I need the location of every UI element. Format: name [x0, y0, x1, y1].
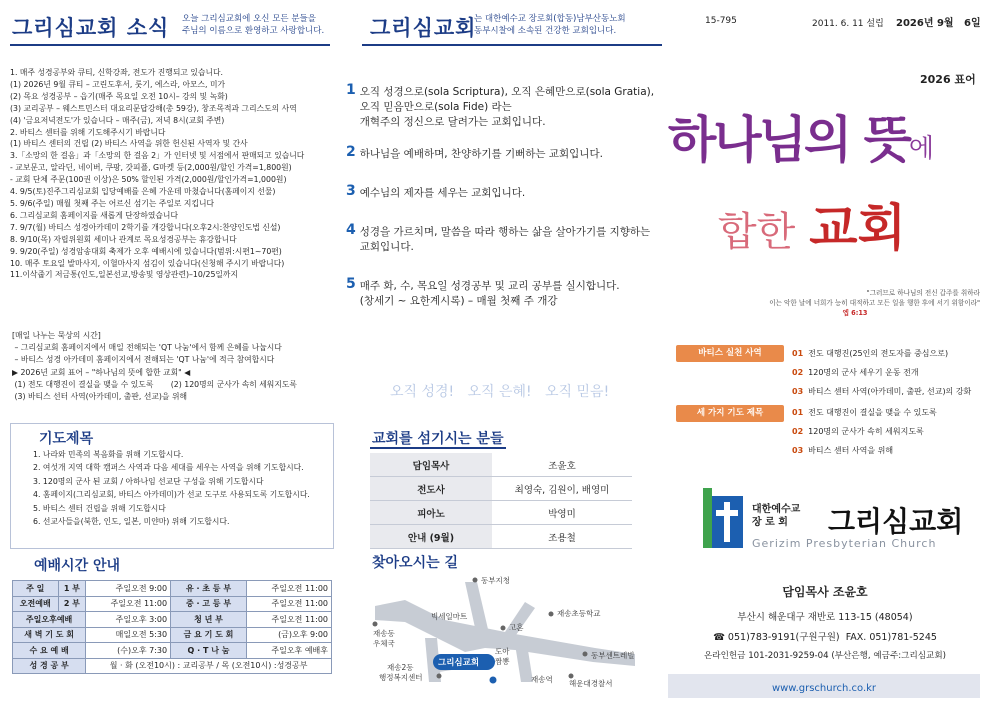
worship-service-time: 주일오후 3:00 — [86, 612, 171, 628]
prayer-list — [33, 448, 310, 528]
map-label-jaesong2: 재송2동 — [387, 663, 414, 672]
news-title: 그리심교회 소식 — [12, 16, 170, 40]
worship-row — [13, 581, 332, 597]
staff-role: 전도사 — [370, 477, 492, 501]
mission-item — [346, 223, 666, 255]
side-list-item — [792, 363, 971, 382]
worship-service-part: 1 부 — [58, 581, 86, 597]
mission-text — [360, 277, 620, 309]
mid-header-divider — [362, 44, 662, 46]
map-dot-police — [569, 674, 574, 679]
church-header-subtitle — [474, 13, 626, 37]
mission-item — [346, 277, 666, 309]
verse-ref: 엡 6:13 — [842, 309, 868, 317]
prayers-label: 세 가지 기도 제목 — [676, 405, 784, 422]
directions-map — [365, 572, 665, 707]
staff-names: 조용철 — [492, 525, 632, 549]
worship-service-part: 2 부 — [58, 596, 86, 612]
side-list-item — [792, 344, 971, 363]
worship-service-name: 주일오후예배 — [13, 612, 86, 628]
worship-dept-name: 유 · 초 등 부 — [171, 581, 247, 597]
phone: ☎ 051)783-9191(구원구원) — [713, 632, 840, 643]
news-item: 10. 매주 토요일 발마사지, 이혈마사지 섬김이 있습니다(신청해 주시기 바랍니다) — [10, 258, 285, 268]
logo-english: Gerizim Presbyterian Church — [752, 537, 937, 550]
motto-line2-a: 합한 — [718, 209, 796, 255]
prayer-item: 5. 바티스 센터 건립을 위해 기도합시다 — [33, 503, 166, 513]
news-item: 8. 9/10(목) 자립위원회 세미나 관계로 목요성경공부는 휴강합니다 — [10, 234, 237, 244]
worship-dept-time: 주일오후 예배후 — [246, 643, 331, 659]
side-item-text: 120명의 군사 세우기 운동 전개 — [808, 368, 919, 377]
worship-service-time: (수)오후 7:30 — [86, 643, 171, 659]
news-box-line: [매일 나누는 묵상의 시간] — [12, 331, 101, 340]
worship-dept-name: 청 년 부 — [171, 612, 247, 628]
news-box — [12, 330, 332, 403]
worship-service-time: 매일오전 5:30 — [86, 627, 171, 643]
verse — [670, 288, 980, 318]
worship-row-study — [13, 658, 332, 674]
three-prayers-list — [792, 403, 937, 460]
news-item: (1) 바티스 센터의 건립 (2) 바티스 사역을 위한 헌신된 사역자 및 간사 — [10, 139, 248, 149]
staff-row — [370, 477, 632, 501]
map-dot-dongbu-center — [583, 652, 588, 657]
mission-line: 예수님의 제자를 세우는 교회입니다. — [359, 187, 526, 199]
news-item: 5. 9/6(주일) 매월 첫째 주는 어르신 섬기는 주일로 지킵니다 — [10, 198, 215, 208]
side-item-text: 전도 대행진이 결실을 맺을 수 있도록 — [808, 408, 937, 417]
side-item-text: 120명의 군사가 속히 세워지도록 — [808, 427, 924, 436]
prayer-item: 2. 여섯개 지역 대학 캠퍼스 사역과 다음 세대를 세우는 사역을 위해 기도합시다. — [33, 463, 304, 473]
side-item-number: 03 — [792, 387, 804, 396]
pastor-name: 담임목사 조윤호 — [782, 585, 868, 599]
news-subtitle-line2: 주님의 이름으로 환영하고 사랑합니다. — [182, 26, 325, 36]
fax: FAX. 051)781-5245 — [845, 632, 937, 643]
map-dot-dongbu-jichung — [473, 578, 478, 583]
practice-label: 바티스 실천 사역 — [676, 345, 784, 362]
study-value: 월 · 화 (오전10시) : 교리공부 / 목 (오전10시) :성경공부 — [86, 658, 332, 674]
staff-table — [370, 453, 632, 549]
side-list-item — [792, 382, 971, 401]
map-dot-gohon — [501, 626, 506, 631]
map-dot-jaesong-elem — [549, 612, 554, 617]
motto-line1 — [668, 100, 934, 172]
side-item-number: 03 — [792, 446, 804, 455]
staff-title-underline — [370, 447, 506, 449]
prayer-item: 6. 선교사들을(북한, 인도, 일본, 미얀마) 위해 기도합시다. — [33, 517, 230, 527]
staff-names: 조윤호 — [492, 453, 632, 477]
worship-title: 예배시간 안내 — [34, 558, 121, 574]
news-item: - 교보문고, 알라딘, 네이버, 쿠팡, 갓피플, G마켓 등(2,000원/할인 가격=1,800원) — [10, 163, 292, 173]
map-label-dongbu-jichung: 동부지청 — [481, 576, 510, 585]
map-dot-post — [373, 622, 378, 627]
website-link[interactable]: www.grschurch.co.kr — [771, 683, 877, 694]
news-item: 2. 바티스 센터를 위해 기도해주시기 바랍니다 — [10, 127, 166, 137]
prayer-title: 기도제목 — [39, 431, 94, 447]
logo-denom1: 대한예수교 — [752, 504, 801, 515]
worship-row — [13, 643, 332, 659]
prayer-panel — [10, 423, 334, 549]
logo-denomination — [752, 503, 800, 529]
staff-role: 피아노 — [370, 501, 492, 525]
church-logo — [703, 488, 743, 548]
map-label-police: 해운대경찰서 — [569, 679, 613, 688]
worship-service-name: 오전예배 — [13, 596, 59, 612]
mission-line: 교회입니다. — [359, 241, 414, 253]
motto-line1-big: 하나님의 뜻 — [668, 110, 909, 169]
news-box-line: – 그리심교회 홈페이지에서 매일 전해되는 'QT 나눔'에서 함께 은혜를 나눕시다 — [12, 343, 282, 353]
staff-names: 최영숙, 김원이, 배영미 — [492, 477, 632, 501]
worship-service-name: 새 벽 기 도 회 — [13, 627, 86, 643]
map-label-jaesong-post2: 우체국 — [373, 639, 395, 648]
mission-number: 5 — [346, 276, 356, 292]
motto-line2-b: 교회 — [809, 199, 906, 257]
worship-service-time: 주일오전 11:00 — [86, 596, 171, 612]
news-item: 6. 그리심교회 홈페이지를 새롭게 단장하였습니다 — [10, 210, 178, 220]
church-header-sub2: 동부시찰에 소속된 건강한 교회입니다. — [474, 26, 617, 36]
mission-text — [360, 83, 654, 130]
map-label-jjimbbong: 짬뽕 — [495, 657, 510, 666]
map-roads — [375, 582, 635, 682]
news-box-line: (1) 전도 대행진이 결실을 맺을 수 있도록 (2) 120명의 군사가 속히 세워지도록 — [12, 379, 297, 389]
mission-line: 오직 믿음만으로(sola Fide) 라는 — [359, 101, 512, 113]
worship-table-wrap — [12, 580, 332, 674]
prayer-item: 3. 120명의 군사 된 교회 / 아하나임 선교단 구성을 위해 기도합시다 — [33, 476, 264, 486]
side-item-text: 바티스 센터 사역(아카데미, 출판, 선교)의 강화 — [808, 387, 972, 396]
side-item-text: 바티스 센터 사역을 위해 — [808, 446, 894, 455]
staff-title: 교회를 섬기시는 분들 — [372, 431, 504, 447]
worship-service-name: 주 일 — [13, 581, 59, 597]
motto-line1-small: 에 — [908, 134, 935, 164]
staff-role: 안내 (9월) — [370, 525, 492, 549]
map-label-doa: 도아 — [495, 647, 510, 656]
left-header-divider — [10, 44, 330, 46]
news-subtitle-line1: 오늘 그리심교회에 오신 모든 분들을 — [182, 14, 316, 24]
map-label-bisemart: 빅세일마트 — [431, 612, 468, 621]
news-list — [10, 67, 335, 281]
mission-item — [346, 184, 666, 201]
mission-line: 매주 화, 수, 목요일 성경공부 및 교리 공부를 실시합니다. — [359, 280, 620, 292]
worship-dept-time: 주일오전 11:00 — [246, 612, 331, 628]
phone-fax — [670, 629, 980, 643]
slogan: 오직 성경! 오직 은혜! 오직 믿음! — [390, 384, 610, 400]
mission-line: 개혁주의 정신으로 달려가는 교회입니다. — [359, 116, 546, 128]
news-item: 9. 9/20(주일) 성경암송대회 축제가 오후 예배시에 있습니다(범위:시편1~70편) — [10, 246, 282, 256]
side-list-item — [792, 422, 937, 441]
news-item: (2) 목요 성경공부 – 읍기(매주 목요일 오전 10시– 강의 및 녹화) — [10, 91, 228, 101]
logo-cross-horizontal — [716, 510, 738, 516]
logo-name: 그리심교회 — [828, 505, 964, 538]
prayer-item: 1. 나라와 민족의 복음화를 위해 기도합시다. — [33, 450, 184, 459]
map-label-dongbu-center: 동부센트레빌 — [591, 651, 635, 660]
mission-line: 성경을 가르치며, 말씀을 따라 행하는 삶을 살아가기를 지향하는 — [359, 226, 651, 238]
side-list-item — [792, 441, 937, 460]
worship-row — [13, 627, 332, 643]
mission-item — [346, 145, 666, 162]
worship-dept-name: Q · T 나 눔 — [171, 643, 247, 659]
staff-role: 담임목사 — [370, 453, 492, 477]
worship-service-name: 수 요 예 배 — [13, 643, 86, 659]
news-subtitle — [182, 13, 324, 37]
motto-year: 2026 표어 — [920, 73, 976, 86]
staff-table-wrap — [370, 453, 632, 549]
church-header-title: 그리심교회 — [370, 16, 477, 40]
side-item-number: 02 — [792, 368, 804, 377]
logo-cross-vertical — [724, 502, 730, 542]
address: 부산시 해운대구 재반로 113-15 (48054) — [737, 612, 913, 623]
cross-logo-icon — [703, 488, 743, 548]
worship-service-time: 주일오전 9:00 — [86, 581, 171, 597]
map-label-jaesong-station: 재송역 — [531, 675, 553, 684]
verse-line1: "그러므로 하나님의 전신 갑주를 취하라 — [866, 289, 980, 297]
mission-number: 2 — [346, 144, 356, 160]
worship-row — [13, 612, 332, 628]
worship-dept-name: 금 요 기 도 회 — [171, 627, 247, 643]
news-item: - 교회 단체 주문(100권 이상)은 50% 할인된 가격(2,000원/할인가격=1,000원) — [10, 175, 287, 185]
mission-line: 하나님을 예배하며, 찬양하기를 기뻐하는 교회입니다. — [359, 148, 603, 160]
news-item: 1. 매주 성경공부와 큐티, 신학강좌, 전도가 진행되고 있습니다. — [10, 68, 223, 77]
news-box-line: – 바티스 성경 아카데미 홈페이지에서 전해되는 'QT 나눔'에 적극 참여합시다 — [12, 355, 275, 365]
prayer-item: 4. 홈페이지(그리심교회, 바티스 아카데미)가 선교 도구로 사용되도록 기도합시다. — [33, 490, 310, 500]
worship-row — [13, 596, 332, 612]
offering-account: 온라인헌금 101-2031-9259-04 (부산은행, 예금주:그리심교회) — [703, 651, 947, 661]
side-list-item — [792, 403, 937, 422]
issue-code: 15-795 — [705, 16, 737, 26]
map-label-gohon: 고혼 — [509, 623, 524, 632]
mission-text — [360, 184, 526, 201]
directions-title: 찾아오시는 길 — [372, 555, 459, 571]
worship-dept-time: 주일오전 11:00 — [246, 596, 331, 612]
mission-item — [346, 83, 666, 130]
worship-dept-time: (금)오후 9:00 — [246, 627, 331, 643]
news-item: (4) '금요저녁전도'가 있습니다 – 매주(금), 저녁 8시(교회 주변) — [10, 115, 225, 125]
mission-number: 4 — [346, 222, 356, 238]
mission-text — [360, 145, 603, 162]
worship-table — [12, 580, 332, 674]
staff-row — [370, 501, 632, 525]
news-item: (1) 2026년 9월 큐티 – 고린도후서, 룻기, 에스라, 아모스, 미가 — [10, 79, 226, 89]
verse-line2: 이는 악한 날에 너희가 능히 대적하고 모든 일을 행한 후에 서기 위함이라" — [769, 299, 980, 307]
mission-text — [360, 223, 650, 255]
side-item-number: 02 — [792, 427, 804, 436]
news-item: 7. 9/7(월) 바티스 성경아카데미 2학기를 개강합니다(오후2시:찬양인도법 신설) — [10, 222, 281, 232]
side-item-number: 01 — [792, 408, 804, 417]
side-item-text: 전도 대행진(25인의 전도자를 중심으로) — [808, 349, 949, 358]
mission-list — [346, 83, 666, 309]
map-church-label: 그리심교회 — [438, 658, 480, 668]
mission-number: 1 — [346, 82, 356, 98]
map-label-welfare: 행정복지센터 — [379, 673, 423, 682]
church-header-sub1: 는 대한예수교 장로회(합동)남부산동노회 — [474, 14, 626, 24]
news-item: (3) 교리공부 – 웨스트민스터 대요리문답강해(총 59강), 창조목적과 그리스도의 사역 — [10, 103, 297, 113]
news-item: 4. 9/5(토)진주그리심교회 입당예배를 은혜 가운데 마쳤습니다(홈페이지 선물) — [10, 187, 276, 197]
map-label-jaesong-post: 재송동 — [373, 629, 395, 638]
news-box-line: (3) 바티스 선터 사역(아카데미, 출판, 선교)을 위해 — [12, 392, 188, 402]
mission-line: 오직 성경으로(sola Scriptura), 오직 은혜만으로(sola Gratia), — [359, 86, 655, 98]
map-dot-welfare — [437, 674, 442, 679]
mission-number: 3 — [346, 183, 356, 199]
study-label: 성 경 공 부 — [13, 658, 86, 674]
news-box-line: ▶ 2026년 교회 표어 – "하나님의 뜻에 합한 교회" ◀ — [12, 367, 191, 377]
logo-denom2: 장 로 회 — [752, 517, 788, 528]
founded-date: 2011. 6. 11 설립 — [812, 19, 884, 29]
mission-line: (창세기 ~ 요한계시록) – 매월 첫째 주 개강 — [359, 295, 558, 307]
staff-row — [370, 525, 632, 549]
news-item: 11.이삭줍기 저금통(인도,일본선교,방송및 영상관련)–10/25일까지 — [10, 270, 238, 280]
website-bar[interactable] — [668, 674, 980, 698]
worship-dept-time: 주일오전 11:00 — [246, 581, 331, 597]
worship-dept-name: 중 · 고 등 부 — [171, 596, 247, 612]
map-dot-church — [490, 677, 497, 684]
logo-green-bar — [703, 488, 712, 548]
motto-line2 — [718, 188, 906, 260]
side-item-number: 01 — [792, 349, 804, 358]
practice-list — [792, 344, 971, 401]
staff-names: 박영미 — [492, 501, 632, 525]
issue-date: 2026년 9월 6일 — [896, 18, 981, 29]
staff-row — [370, 453, 632, 477]
news-item: 3.「소망의 한 걸음」과「소망의 한 걸음 2」가 인터넷 및 서점에서 판매되고 있습니다 — [10, 151, 305, 161]
map-label-jaesong-elem: 재송초등학교 — [557, 609, 601, 618]
